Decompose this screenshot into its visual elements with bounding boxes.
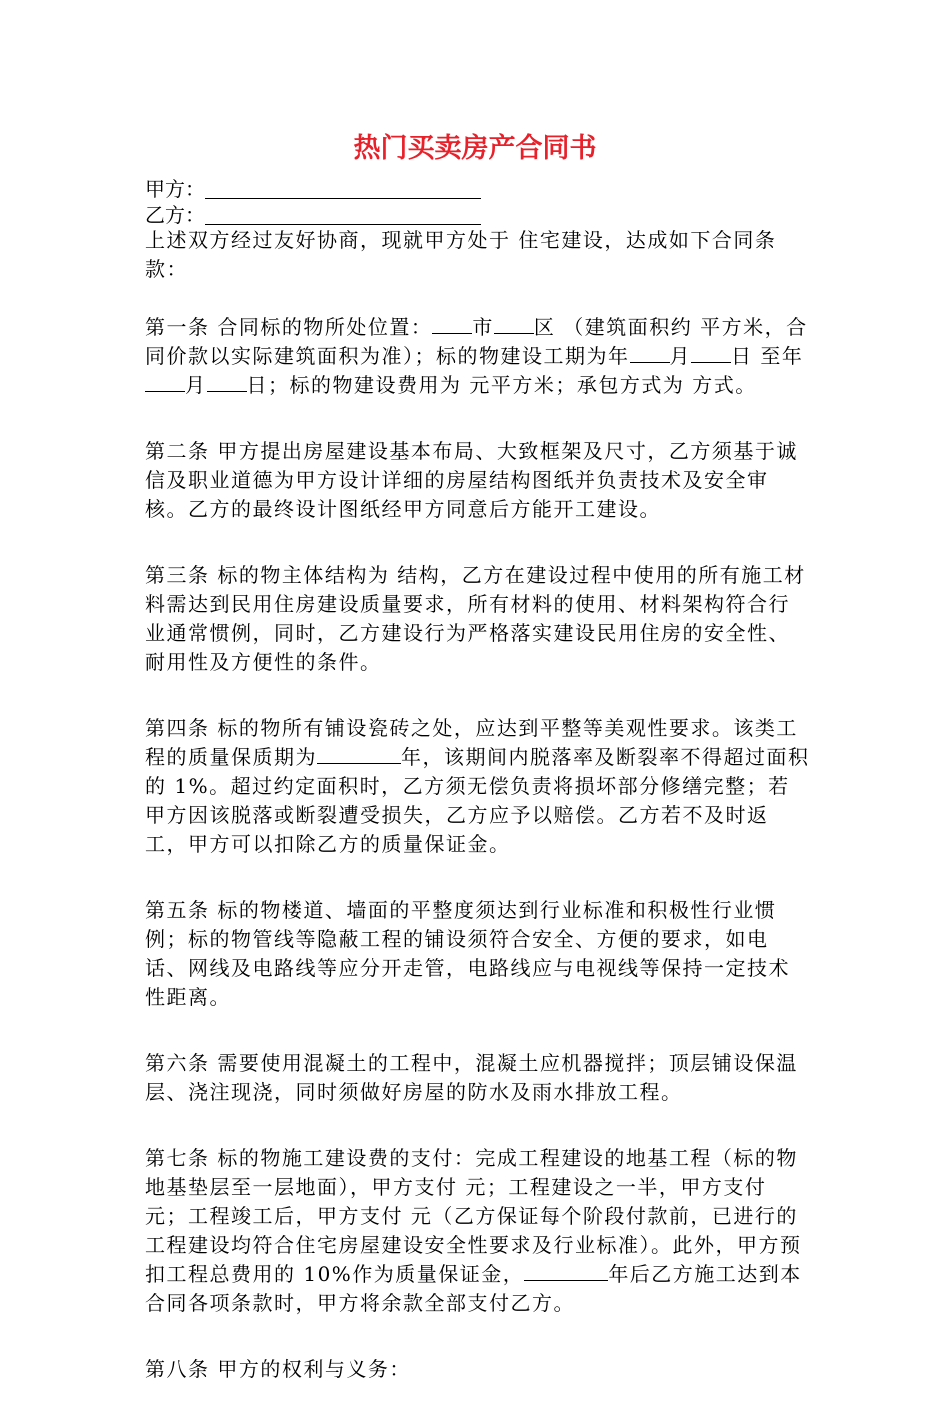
article-4: [145, 714, 810, 859]
article-1: [145, 313, 810, 400]
article-7: [145, 1144, 810, 1318]
article-4-text: 第四条 标的物所有铺设瓷砖之处，应达到平整等美观性要求。该类工程的质量保质期为: [145, 716, 798, 769]
article-1-text: 月: [669, 344, 691, 368]
article-8: 第八条 甲方的权利与义务：: [145, 1357, 411, 1381]
party-a-line: [145, 176, 481, 202]
article-1-text: 月: [185, 373, 207, 397]
blank-field: [524, 1263, 608, 1281]
article-1-text: 区 （建筑面积约 平方米，合同价款以实际建筑面积为准）；标的物建设工期为年: [145, 315, 808, 368]
article-7-text: 第七条 标的物施工建设费的支付：完成工程建设的地基工程（标的物地基垫层至一层地面），甲方支付 元；工程建设之一半，甲方支付 元；工程竣工后，甲方支付 元（乙方保证每个阶段付款前，已进行的工程建设均符合住宅房屋建设安全性要求及行业标准）。此外，甲方预扣工程总费用的 10%作为质量保证金，: [145, 1146, 802, 1286]
article-1-text: 第一条 合同标的物所处位置：: [145, 315, 433, 339]
blank-field: [691, 345, 731, 363]
article-1-text: 市: [472, 315, 494, 339]
article-1-text: 日 至年: [731, 344, 804, 368]
blank-field: [317, 746, 401, 764]
blank-field: [207, 374, 247, 392]
contract-body: [145, 226, 810, 1421]
blank-field: [145, 374, 185, 392]
blank-field: [630, 345, 670, 363]
article-7-text: 年后乙方施工达到本合同各项条款时，甲方将余款全部支付乙方。: [145, 1262, 802, 1315]
party-b-line: [145, 202, 481, 228]
article-3: 第三条 标的物主体结构为 结构，乙方在建设过程中使用的所有施工材料需达到民用住房建设质量要求，所有材料的使用、材料架构符合行业通常惯例，同时，乙方建设行为严格落实建设民用住房的安全性、耐用性及方便性的条件。: [145, 563, 806, 674]
article-1-text: 日；标的物建设费用为 元平方米；承包方式为 方式。: [246, 373, 757, 397]
document-title: 热门买卖房产合同书: [353, 133, 597, 164]
party-a-label: 甲方：: [145, 177, 205, 201]
article-2: 第二条 甲方提出房屋建设基本布局、大致框架及尺寸，乙方须基于诚信及职业道德为甲方设计详细的房屋结构图纸并负责技术及安全审核。乙方的最终设计图纸经甲方同意后方能开工建设。: [145, 439, 798, 521]
blank-field: [432, 316, 472, 334]
intro-paragraph: 上述双方经过友好协商，现就甲方处于 住宅建设，达成如下合同条款：: [145, 228, 777, 281]
blank-field: [494, 316, 534, 334]
article-6: 第六条 需要使用混凝土的工程中，混凝土应机器搅拌；顶层铺设保温层、浇注现浇，同时须做好房屋的防水及雨水排放工程。: [145, 1051, 798, 1104]
party-b-label: 乙方：: [145, 203, 205, 227]
party-b-blank: [205, 204, 481, 225]
article-4-text: 年，该期间内脱落率及断裂率不得超过面积的 1%。超过约定面积时，乙方须无偿负责将损坏部分修缮完整；若甲方因该脱落或断裂遭受损失，乙方应予以赔偿。乙方若不及时返工，甲方可以扣除乙方的质量保证金。: [145, 745, 810, 856]
party-a-blank: [205, 178, 481, 199]
article-5: 第五条 标的物楼道、墙面的平整度须达到行业标准和积极性行业惯例；标的物管线等隐蔽工程的铺设须符合安全、方便的要求，如电话、网线及电路线等应分开走管，电路线应与电视线等保持一定技术性距离。: [145, 898, 790, 1009]
